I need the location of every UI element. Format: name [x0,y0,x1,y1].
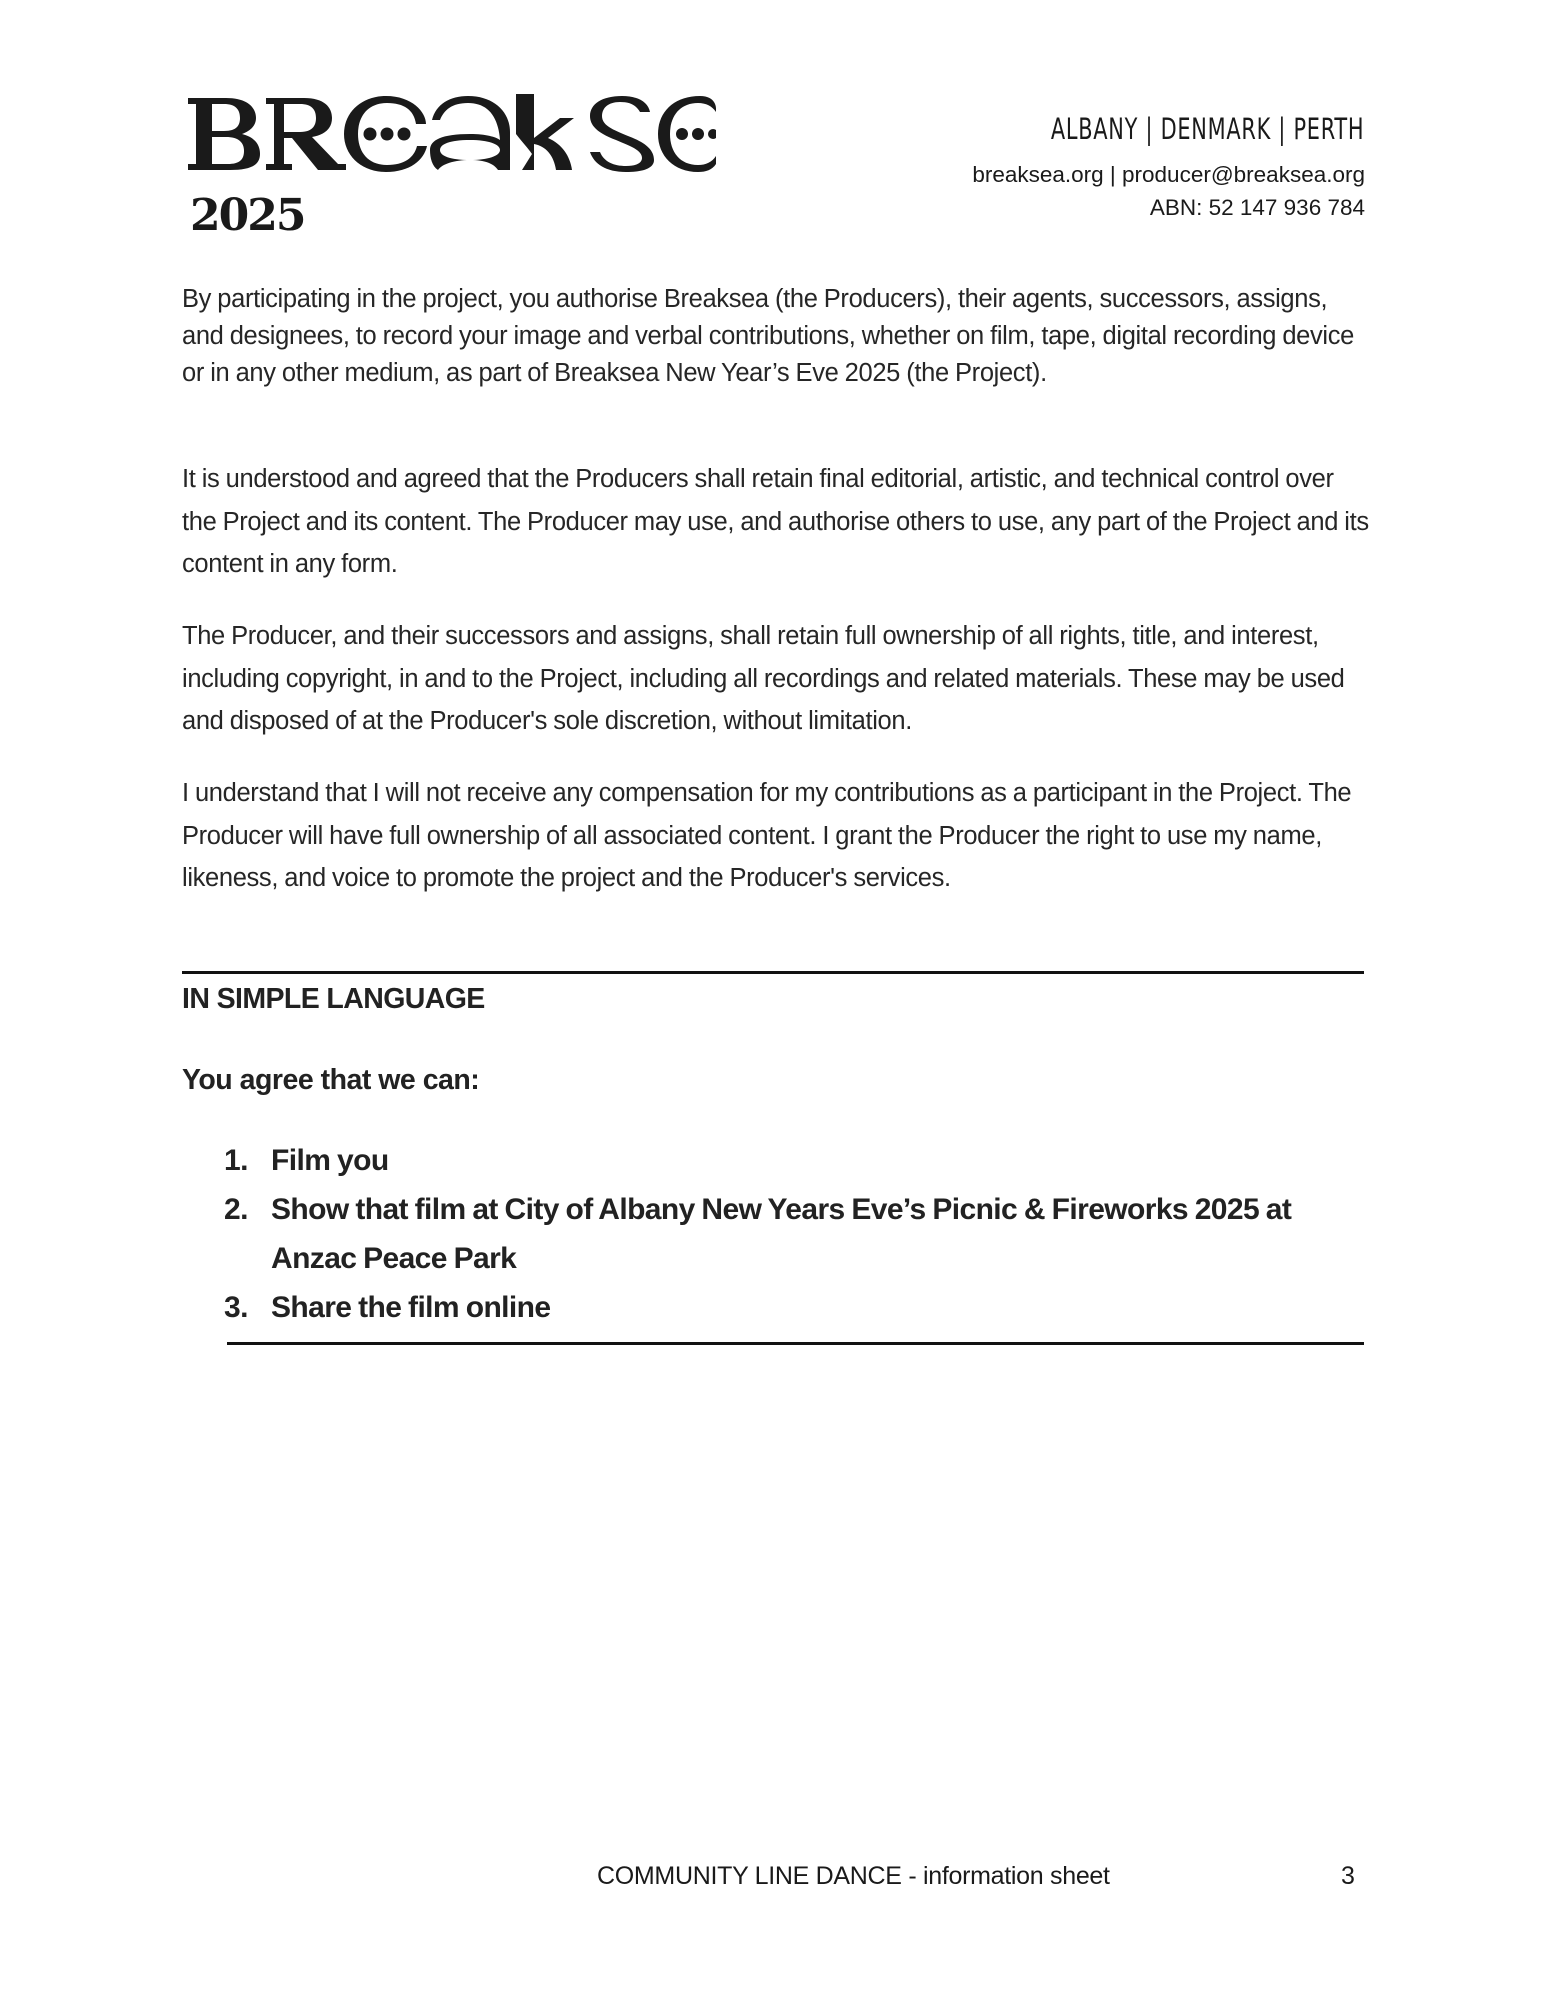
section-title: IN SIMPLE LANGUAGE [182,983,485,1015]
section-divider-bottom [227,1342,1364,1345]
locations-line: ALBANY | DENMARK | PERTH [1050,112,1364,146]
breaksea-logo [186,94,716,174]
paragraph-ownership: The Producer, and their successors and assigns, shall retain full ownership of all rights, title, and interest, including copyright, in and to the Project, including all recordings and related materials. These may be used and disposed of at the Producer's sole discretion, without limitation. [182,622,1345,735]
paragraph-editorial-control: It is understood and agreed that the Producers shall retain final editorial, artistic, and technical control over the Project and its content. The Producer may use, and authorise others to use, any part of the Project and its content in any form. [182,465,1369,578]
list-number: 3. [224,1291,248,1324]
list-item [224,1283,1374,1332]
list-number: 2. [224,1193,248,1226]
footer-title: COMMUNITY LINE DANCE - information sheet [597,1862,1110,1890]
list-text: Share the film online [271,1291,551,1324]
page-number: 3 [1341,1862,1355,1890]
agreement-list [224,1136,1374,1332]
year-2025-icon [190,190,330,236]
paragraph-authorisation: By participating in the project, you authorise Breaksea (the Producers), their agents, successors, assigns, and designees, to record your image and verbal contributions, whether on film, tape, digital recording device or in any other medium, as part of Breaksea New Year’s Eve 2025 (the Project). [182,285,1354,387]
list-text: Film you [271,1144,389,1177]
section-divider-top [182,971,1364,974]
svg-text:2025: 2025 [190,190,305,236]
list-text: Show that film at City of Albany New Years Eve’s Picnic & Fireworks 2025 at Anzac Peace Park [271,1193,1292,1275]
list-number: 1. [224,1144,248,1177]
breaksea-wordmark-icon [186,94,716,174]
list-item [224,1136,1374,1185]
paragraph-compensation: I understand that I will not receive any compensation for my contributions as a participant in the Project. The Producer will have full ownership of all associated content. I grant the Producer the right to use my name, likeness, and voice to promote the project and the Producer's services. [182,779,1352,892]
list-item [224,1185,1374,1283]
abn-line: ABN: 52 147 936 784 [1149,195,1365,220]
contact-line: breaksea.org | producer@breaksea.org [972,162,1365,187]
logo-year [190,190,330,236]
section-lead: You agree that we can: [182,1064,480,1096]
